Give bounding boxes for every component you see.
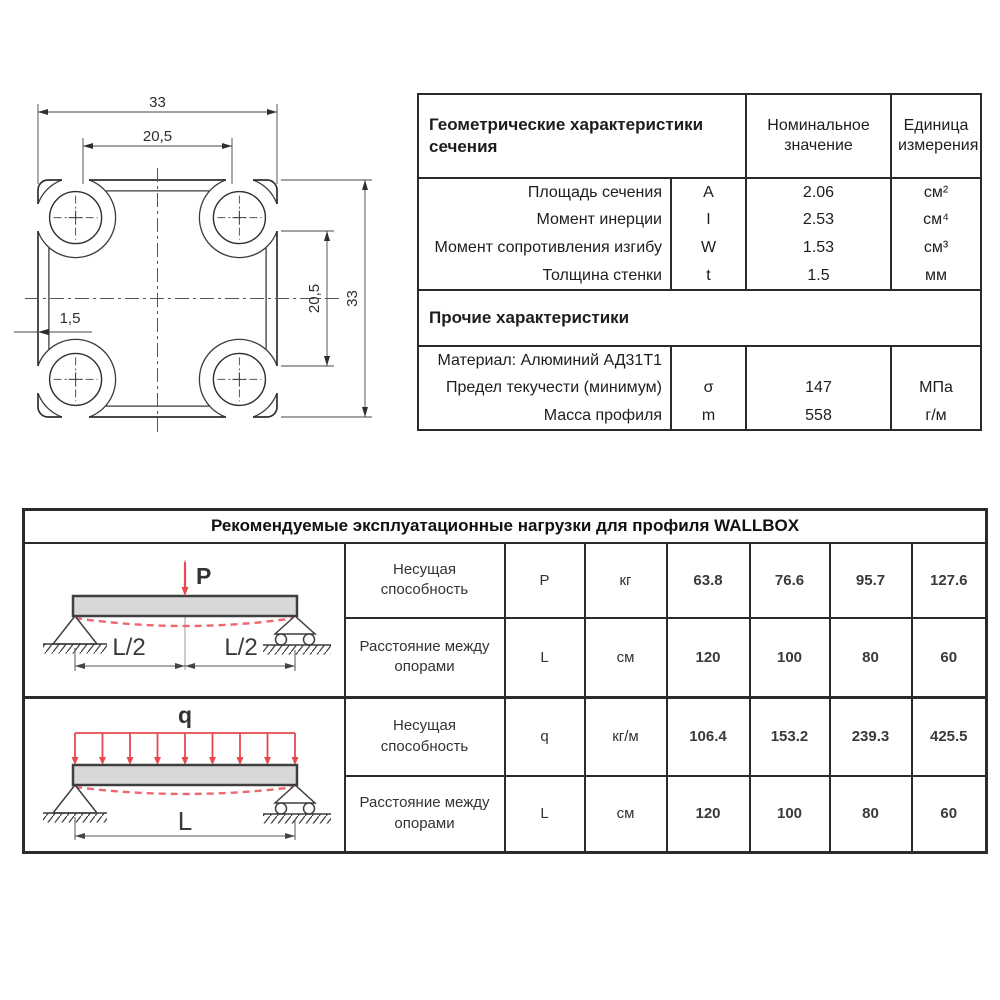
row-unit: см² [891, 178, 981, 206]
distance-symbol: L [505, 618, 585, 697]
row-value [746, 346, 891, 374]
distance-value: 80 [830, 618, 912, 697]
distance-unit: см [585, 618, 667, 697]
row-unit: мм [891, 262, 981, 290]
row-name: Материал: Алюминий АД31Т1 [418, 346, 671, 374]
row-symbol: σ [671, 374, 746, 402]
row-name: Момент сопротивления изгибу [418, 234, 671, 262]
capacity-value: 239.3 [830, 697, 912, 776]
row-unit [891, 346, 981, 374]
row-value: 147 [746, 374, 891, 402]
loads-table-title: Рекомендуемые эксплуатационные нагрузки для профиля WALLBOX [24, 510, 987, 543]
beam [73, 765, 297, 785]
row-symbol: A [671, 178, 746, 206]
geometry-table [417, 93, 982, 431]
row-name: Площадь сечения [418, 178, 671, 206]
point-load-beam-diagram [24, 543, 345, 698]
row-symbol: I [671, 206, 746, 234]
row-symbol [671, 346, 746, 374]
distance-unit: см [585, 776, 667, 852]
row-unit: МПа [891, 374, 981, 402]
row-name: Толщина стенки [418, 262, 671, 290]
span-label-right: L/2 [224, 633, 258, 661]
distance-label: Расстояние между опорами [345, 618, 505, 697]
distance-value: 120 [667, 776, 750, 852]
capacity-value: 425.5 [912, 697, 987, 776]
dim-right-full: 33 [344, 290, 361, 307]
deflection-curve [75, 787, 295, 794]
force-label-q: q [177, 701, 193, 728]
row-value: 2.06 [746, 178, 891, 206]
row-value: 1.5 [746, 262, 891, 290]
distributed-load-arrows [75, 733, 295, 759]
capacity-value: 63.8 [667, 543, 750, 618]
loads-table [22, 508, 988, 854]
distance-value: 60 [912, 776, 987, 852]
span-label-left: L/2 [112, 633, 146, 661]
row-unit: см⁴ [891, 206, 981, 234]
profile-cross-section-drawing [0, 80, 395, 448]
capacity-value: 76.6 [750, 543, 830, 618]
row-name: Предел текучести (минимум) [418, 374, 671, 402]
row-value: 1.53 [746, 234, 891, 262]
capacity-value: 95.7 [830, 543, 912, 618]
capacity-value: 106.4 [667, 697, 750, 776]
distance-value: 120 [667, 618, 750, 697]
dim-width-top: 33 [149, 94, 166, 111]
capacity-label: Несущая способность [345, 697, 505, 776]
capacity-symbol: q [505, 697, 585, 776]
ground-hatch [263, 814, 331, 823]
row-unit: г/м [891, 402, 981, 430]
row-value: 558 [746, 402, 891, 430]
capacity-unit: кг/м [585, 697, 667, 776]
ground-hatch [263, 645, 331, 654]
row-symbol: m [671, 402, 746, 430]
distance-value: 60 [912, 618, 987, 697]
capacity-label: Несущая способность [345, 543, 505, 618]
dim-top-inner: 20,5 [142, 128, 173, 145]
distance-label: Расстояние между опорами [345, 776, 505, 852]
row-name: Масса профиля [418, 402, 671, 430]
geometry-table-title: Геометрические характеристики сечения [418, 94, 746, 178]
dim-wall-thickness: 1,5 [59, 310, 81, 327]
row-symbol: t [671, 262, 746, 290]
beam [73, 596, 297, 616]
distance-value: 100 [750, 618, 830, 697]
row-name: Момент инерции [418, 206, 671, 234]
span-label-l: L [177, 805, 193, 836]
row-value: 2.53 [746, 206, 891, 234]
other-characteristics-title: Прочие характеристики [418, 290, 981, 346]
distance-value: 80 [830, 776, 912, 852]
row-unit: см³ [891, 234, 981, 262]
distance-symbol: L [505, 776, 585, 852]
col-header-unit: Единица измерения [891, 94, 981, 178]
col-header-nominal-value: Номинальное значение [746, 94, 891, 178]
capacity-value: 127.6 [912, 543, 987, 618]
row-symbol: W [671, 234, 746, 262]
dim-right-inner: 20,5 [306, 283, 323, 314]
capacity-symbol: P [505, 543, 585, 618]
capacity-value: 153.2 [750, 697, 830, 776]
force-label-p: P [196, 562, 212, 589]
distance-value: 100 [750, 776, 830, 852]
capacity-unit: кг [585, 543, 667, 618]
distributed-load-beam-diagram [24, 697, 345, 852]
